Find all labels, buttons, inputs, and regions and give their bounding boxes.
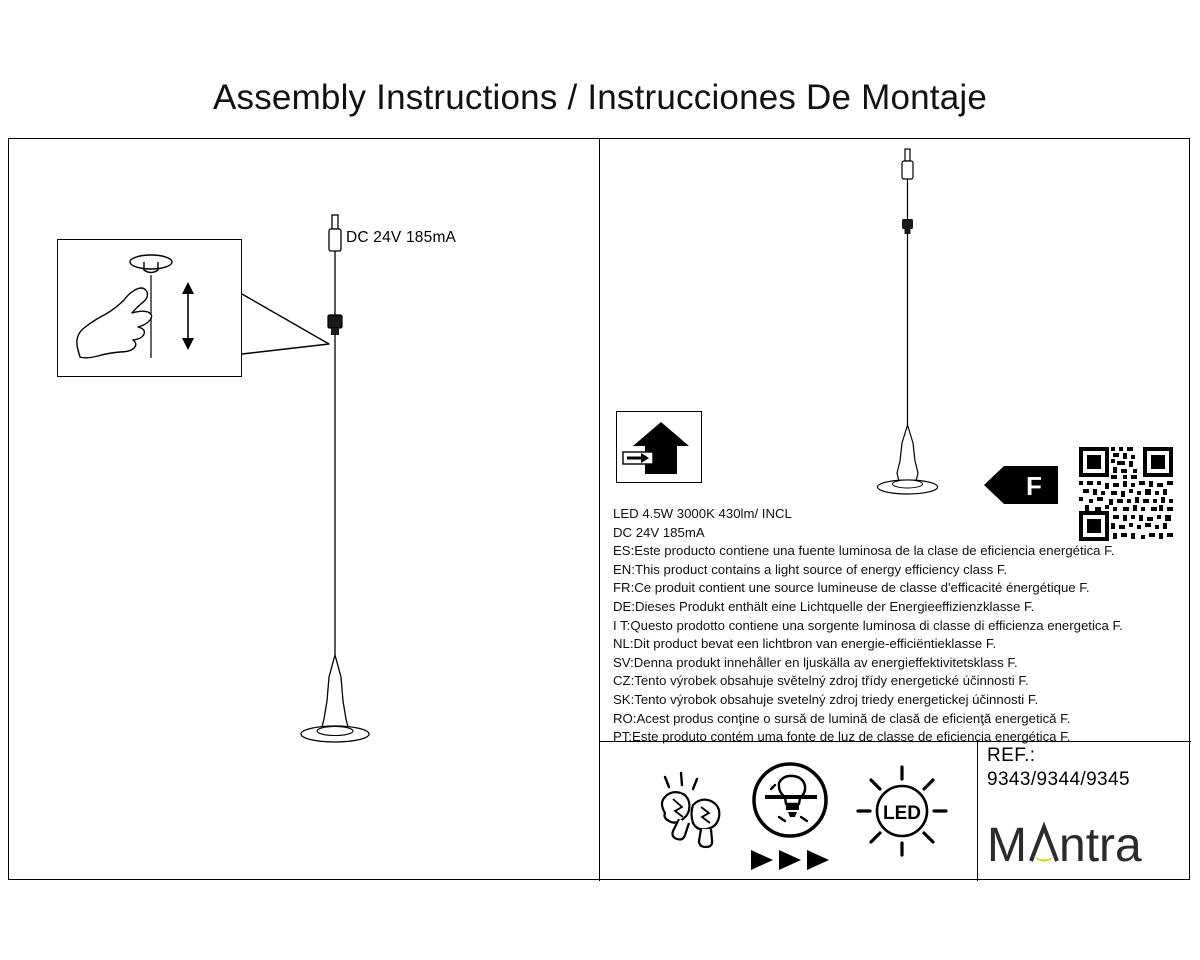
- lang-sk: SK:Tento výrobok obsahuje svetelný zdroj triedy energetickej účinnosti F.: [613, 691, 1039, 707]
- reference-divider: [977, 741, 978, 881]
- brand-logo: [987, 811, 1187, 873]
- svg-text:ntra: ntra: [1059, 819, 1142, 872]
- no-touch-hot-bulb-icon: [749, 759, 831, 841]
- reference-block: [987, 745, 1187, 791]
- led-bulb-icon: [854, 763, 950, 859]
- svg-text:M: M: [987, 819, 1027, 872]
- instruction-sheet: [8, 138, 1190, 880]
- lang-de: DE:Dieses Produkt enthält eine Lichtquelle der Energieeffizienzklasse F.: [613, 598, 1035, 614]
- qr-code-icon: [1079, 447, 1173, 541]
- energy-label-house-arrow-icon: [616, 411, 702, 483]
- lang-cz: CZ:Tento výrobek obsahuje světelný zdroj třídy energetické účinnosti F.: [613, 673, 1029, 689]
- specification-text: [613, 505, 1193, 747]
- spec-power: DC 24V 185mA: [613, 524, 705, 540]
- lang-pt: PT:Este produto contém uma fonte de luz de classe de eficiencia energética F.: [613, 729, 1071, 745]
- left-dc-label: DC 24V 185mA: [346, 229, 457, 246]
- reference-label: REF.:: [987, 745, 1036, 766]
- spec-led: LED 4.5W 3000K 430lm/ INCL: [613, 506, 792, 521]
- hand-adjust-illustration: [57, 239, 242, 377]
- status-badge: [984, 464, 1060, 506]
- lang-it: I T:Questo prodotto contiene una sorgente luminosa di classe di efficienza energetica F.: [613, 617, 1123, 633]
- reference-value: 9343/9344/9345: [987, 769, 1130, 790]
- safety-symbols: [649, 759, 969, 879]
- lang-nl: NL:Dit product bevat een lichtbron van energie-efficiëntieklasse F.: [613, 636, 997, 652]
- no-broken-bulb-icon: [649, 769, 739, 859]
- lang-en: EN:This product contains a light source of energy efficiency class F.: [613, 561, 1008, 577]
- lang-sv: SV:Denna produkt innehåller en ljuskälla av energieffektivitetsklass F.: [613, 654, 1018, 670]
- svg-text:F: F: [1026, 471, 1042, 501]
- pendant-lamp-diagram: [277, 207, 397, 767]
- pendant-lamp-diagram-full: [849, 143, 969, 503]
- svg-text:LED: LED: [883, 803, 921, 824]
- hand-adjusting-cable-icon: [58, 240, 241, 376]
- vertical-divider: [599, 139, 600, 881]
- lang-es: ES:Este producto contiene una fuente luminosa de la clase de eficiencia energética F.: [613, 543, 1115, 559]
- lang-fr: FR:Ce produit contient une source lumineuse de classe d'efficacité énergétique F.: [613, 580, 1090, 596]
- page-title: Assembly Instructions / Instrucciones De Montaje: [212, 78, 988, 117]
- lang-ro: RO:Acest produs conţine o sursă de lumină de clasă de eficienţă energetică F.: [613, 710, 1071, 726]
- arrows-icon: [749, 847, 835, 873]
